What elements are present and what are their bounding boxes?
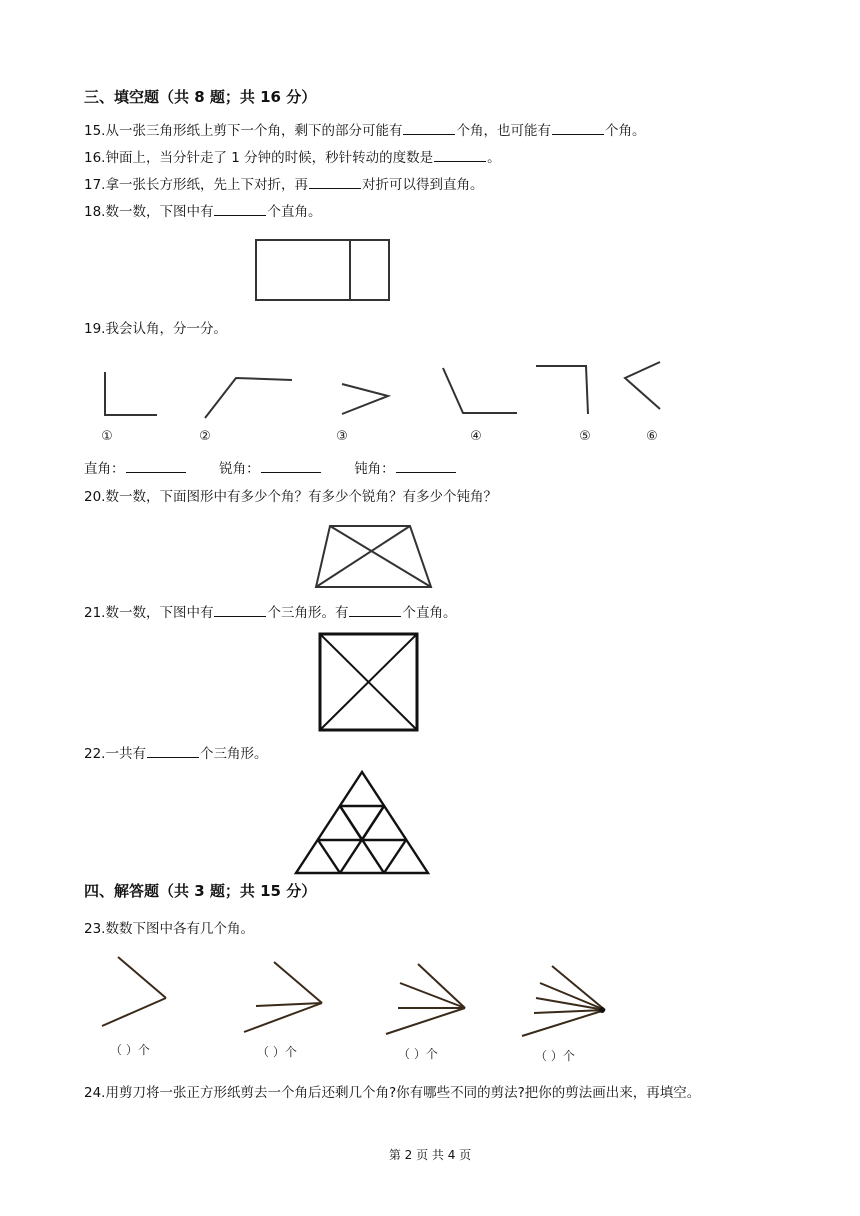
q23-fan-4 xyxy=(522,966,605,1036)
count-blank-3[interactable]: （ ）个 xyxy=(398,1047,438,1061)
angle-label-3: ③ xyxy=(336,429,348,444)
question-23: 23.数数下图中各有几个角。 xyxy=(84,921,254,937)
section-3-title: 三、填空题（共 8 题；共 16 分） xyxy=(84,88,317,106)
count-blank-2[interactable]: （ ）个 xyxy=(257,1045,297,1059)
angle-label-4: ④ xyxy=(470,429,482,444)
q23-fan-1 xyxy=(102,957,166,1026)
question-15: 15.从一张三角形纸上剪下一个角，剩下的部分可能有 个角，也可能有 个角。 xyxy=(84,123,646,139)
q19-angle-1 xyxy=(105,372,157,415)
q19-angle-6 xyxy=(625,362,660,409)
answer-blank[interactable] xyxy=(349,604,401,617)
q19-angle-5 xyxy=(536,366,588,414)
question-22: 22.一共有 个三角形。 xyxy=(84,746,268,762)
count-blank-4[interactable]: （ ）个 xyxy=(535,1049,575,1063)
count-blank-1[interactable]: （ ）个 xyxy=(110,1043,150,1057)
answer-blank[interactable] xyxy=(147,745,199,758)
question-20: 20.数一数，下面图形中有多少个角？有多少个锐角？有多少个钝角？ xyxy=(84,489,497,505)
question-19: 19.我会认角，分一分。 xyxy=(84,321,227,337)
q19-classification: 直角： 锐角： 钝角： xyxy=(84,460,457,478)
q18-rectangle-figure xyxy=(256,240,389,300)
acute-angle-blank[interactable] xyxy=(261,460,321,473)
q19-angle-4 xyxy=(443,368,517,413)
q20-trapezoid-figure xyxy=(316,526,431,587)
page-footer: 第 2 页 共 4 页 xyxy=(388,1148,472,1162)
q19-angle-2 xyxy=(205,378,292,418)
question-21: 21.数一数，下图中有 个三角形。有 个直角。 xyxy=(84,605,457,621)
angle-label-6: ⑥ xyxy=(646,429,658,444)
q23-fan-2 xyxy=(244,962,322,1032)
angle-label-1: ① xyxy=(101,429,113,444)
question-17: 17.拿一张长方形纸，先上下对折，再 对折可以得到直角。 xyxy=(84,177,484,193)
question-24: 24.用剪刀将一张正方形纸剪去一个角后还剩几个角?你有哪些不同的剪法?把你的剪法画出来，再填空。 xyxy=(84,1085,701,1101)
answer-blank[interactable] xyxy=(214,604,266,617)
angle-label-2: ② xyxy=(199,429,211,444)
section-4-title: 四、解答题（共 3 题；共 15 分） xyxy=(84,882,317,900)
angle-label-5: ⑤ xyxy=(579,429,591,444)
q21-square-figure xyxy=(320,634,417,730)
q19-angle-3 xyxy=(342,384,388,414)
question-18: 18.数一数，下图中有 个直角。 xyxy=(84,204,322,220)
obtuse-angle-blank[interactable] xyxy=(396,460,456,473)
right-angle-blank[interactable] xyxy=(126,460,186,473)
question-16: 16.钟面上，当分针走了 1 分钟的时候，秒针转动的度数是 。 xyxy=(84,150,501,166)
q23-fan-3 xyxy=(386,964,465,1034)
q22-triangle-figure xyxy=(296,772,428,873)
